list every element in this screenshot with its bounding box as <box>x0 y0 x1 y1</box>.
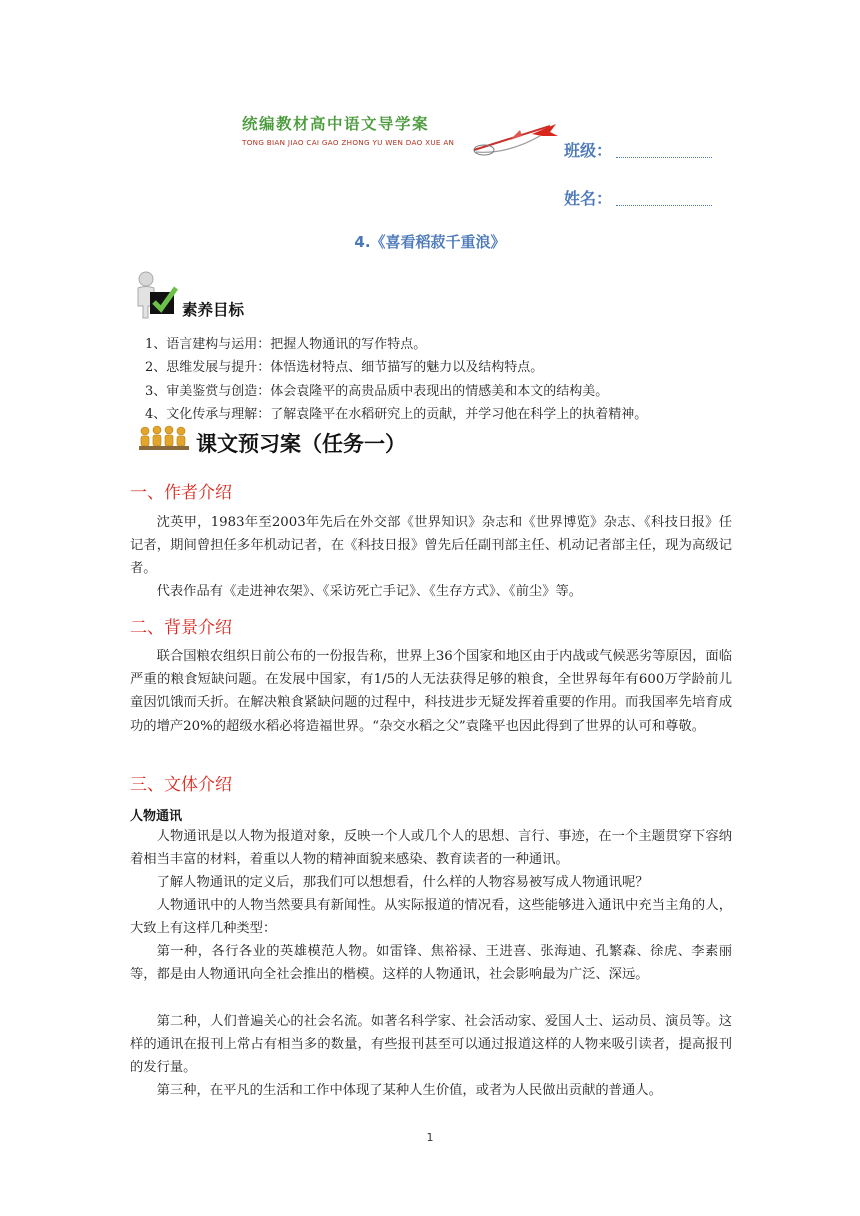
section-heading-author: 一、作者介绍 <box>130 483 232 503</box>
goal-item: 3、审美鉴赏与创造：体会袁隆平的高贵品质中表现出的情感美和本文的结构美。 <box>145 384 609 399</box>
genre-paragraph: 第二种，人们普遍关心的社会名流。如著名科学家、社会活动家、爱国人士、运动员、演员等。这样的通讯在报刊上常占有相当多的数量，有些报刊甚至可以通过报道这样的人物来吸引读者，提高报刊的发行量。 <box>130 1014 732 1076</box>
name-blank[interactable] <box>616 191 712 206</box>
goal-item: 1、语言建构与运用：把握人物通讯的写作特点。 <box>145 337 427 352</box>
section-heading-background: 二、背景介绍 <box>130 618 232 638</box>
genre-subheading: 人物通讯 <box>130 809 183 824</box>
background-paragraph: 联合国粮农组织日前公布的一份报告称，世界上36个国家和地区由于内战或气候恶劣等原因，面临严重的粮食短缺问题。在发展中国家，有1/5的人无法获得足够的粮食，全世界每年有600万学龄前儿童因饥饿而夭折。在解决粮食紧缺问题的过程中，科技进步无疑发挥着重要的作用。而我国率先培育成功的增产20%的超级水稻必将造福世界。“杂交水稻之父”袁隆平也因此得到了世界的认可和尊敬。 <box>130 649 732 734</box>
genre-paragraph: 人物通讯中的人物当然要具有新闻性。从实际报道的情况看，这些能够进入通讯中充当主角的人，大致上有这样几种类型： <box>130 898 732 937</box>
name-field[interactable] <box>564 186 712 209</box>
figure-checkmark-icon <box>132 270 180 320</box>
genre-paragraph: 第三种，在平凡的生活和工作中体现了某种人生价值，或者为人民做出贡献的普通人。 <box>156 1083 662 1098</box>
goal-item: 4、文化传承与理解：了解袁隆平在水稻研究上的贡献，并学习他在科学上的执着精神。 <box>145 407 648 422</box>
author-paragraph: 代表作品有《走进神农架》、《采访死亡手记》、《生存方式》、《前尘》等。 <box>156 584 583 599</box>
preview-heading: 课文预习案（任务一） <box>196 432 406 456</box>
page-number: 1 <box>426 1131 434 1144</box>
audience-group-icon <box>138 424 194 452</box>
banner-title: 统编教材高中语文导学案 <box>242 115 430 133</box>
airplane-swoosh-icon <box>470 120 562 160</box>
name-label: 姓名： <box>564 189 613 208</box>
section-heading-genre: 三、文体介绍 <box>130 775 232 795</box>
author-paragraph: 沈英甲，1983年至2003年先后在外交部《世界知识》杂志和《世界博览》杂志、《科技日报》任记者，期间曾担任多年机动记者，在《科技日报》曾先后任副刊部主任、机动记者部主任，现为高级记者。 <box>130 515 732 577</box>
class-blank[interactable] <box>616 143 712 158</box>
genre-paragraph: 了解人物通讯的定义后，那我们可以想想看，什么样的人物容易被写成人物通讯呢？ <box>156 875 649 890</box>
class-field[interactable] <box>564 138 712 161</box>
goals-heading: 素养目标 <box>182 301 245 319</box>
genre-paragraph: 第一种，各行各业的英雄模范人物。如雷锋、焦裕禄、王进喜、张海迪、孔繁森、徐虎、李素丽等，都是由人物通讯向全社会推出的楷模。这样的人物通讯，社会影响最为广泛、深远。 <box>130 944 732 983</box>
class-label: 班级： <box>564 141 613 160</box>
goal-item: 2、思维发展与提升：体悟选材特点、细节描写的魅力以及结构特点。 <box>145 360 544 375</box>
genre-paragraph: 人物通讯是以人物为报道对象，反映一个人或几个人的思想、言行、事迹，在一个主题贯穿下容纳着相当丰富的材料，着重以人物的精神面貌来感染、教育读者的一种通讯。 <box>130 829 732 868</box>
banner-subtitle: TONG BIAN JIAO CAI GAO ZHONG YU WEN DAO XUE AN <box>242 138 455 147</box>
lesson-title: 4.《喜看稻菽千重浪》 <box>354 233 506 251</box>
